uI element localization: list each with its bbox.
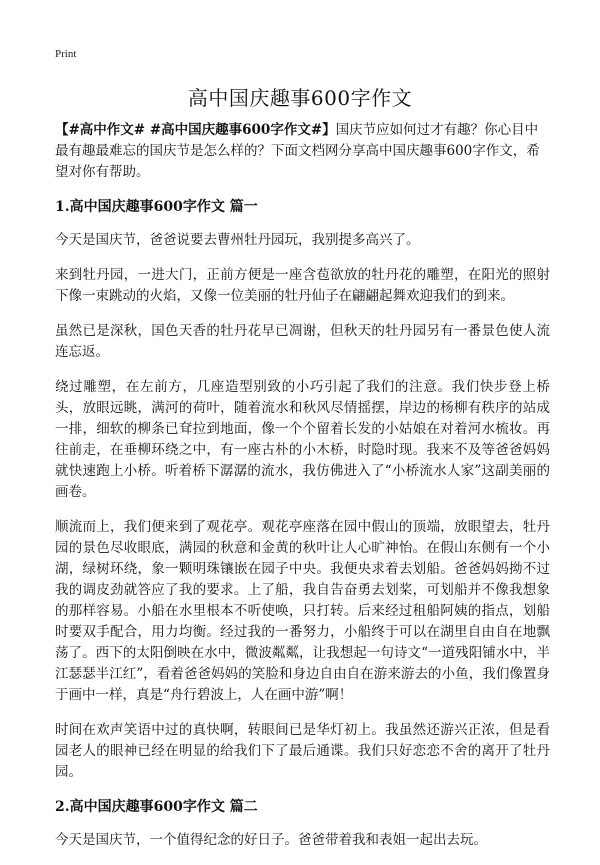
page-title: 高中国庆趣事600字作文: [187, 86, 413, 110]
paragraph: 来到牡丹园，一进大门，正前方便是一座含苞欲放的牡丹花的雕塑，在阳光的照射下像一束跳动的火焰，又像一位美丽的牡丹仙子在翩翩起舞欢迎我们的到来。: [55, 267, 550, 304]
section-heading: 2.高中国庆趣事600字作文 篇二: [55, 799, 258, 815]
article-body: [55, 120, 550, 865]
intro-text: 国庆节应如何过才有趣？你心目中最有趣最难忘的国庆节是怎么样的？下面文档网分享高中国庆趣事600字作文，希望对你有帮助。: [55, 122, 540, 180]
section-1: [55, 197, 550, 783]
paragraph: 虽然已是深秋，国色天香的牡丹花早已凋谢，但秋天的牡丹园另有一番景色使人流连忘返。: [55, 323, 550, 360]
intro-tag: 【#高中作文# #高中国庆趣事600字作文#】: [55, 122, 336, 138]
section-heading: 1.高中国庆趣事600字作文 篇一: [55, 199, 258, 215]
paragraph: 绕过雕塑，在左前方，几座造型别致的小巧引起了我们的注意。我们快步登上桥头，放眼远眺，满河的荷叶，随着流水和秋风尽情摇摆，岸边的杨柳有秩序的站成一排，细软的柳条已耷拉到地面，像一个个留着长发的小姑娘在对着河水梳妆。再往前走，在垂柳环绕之中，有一座古朴的小木桥，时隐时现。我来不及等爸爸妈妈就快速跑上小桥。听着桥下潺潺的流水，我仿佛进入了“小桥流水人家”这副美丽的画卷。: [55, 379, 550, 500]
paragraph: 今天是国庆节，爸爸说要去曹州牡丹园玩，我别提多高兴了。: [55, 232, 420, 248]
paragraph: 顺流而上，我们便来到了观花亭。观花亭座落在园中假山的顶端，放眼望去，牡丹园的景色尽收眼底，满园的秋意和金黄的秋叶让人心旷神怡。在假山东侧有一个小湖，绿树环绕，象一颗明珠镶嵌在园子中央。我便央求着去划船。爸爸妈妈拗不过我的调皮劲就答应了我的要求。上了船，我自告奋勇去划桨，可划船并不像我想象的那样容易。小船在水里根本不听使唤，只打转。后来经过租船阿姨的指点，划船时要双手配合，用力均衡。经过我的一番努力，小船终于可以在湖里自由自在地飘荡了。西下的太阳倒映在水中，微波粼粼，让我想起一句诗文“一道残阳铺水中，半江瑟瑟半江红”，看着爸爸妈妈的笑脸和身边自由自在游来游去的小鱼，我们像置身于画中一样，真是“舟行碧波上，人在画中游”啊！: [55, 519, 550, 703]
intro-paragraph: [55, 120, 550, 183]
paragraph: 时间在欢声笑语中过的真快啊，转眼间已是华灯初上。我虽然还游兴正浓，但是看园老人的眼神已经在明显的给我们下了最后通谍。我们只好恋恋不舍的离开了牡丹园。: [55, 722, 550, 780]
paragraph: 今天是国庆节，一个值得纪念的好日子。爸爸带着我和表姐一起出去玩。: [55, 832, 487, 848]
section-2: [55, 797, 550, 851]
print-label[interactable]: Print: [55, 48, 77, 60]
